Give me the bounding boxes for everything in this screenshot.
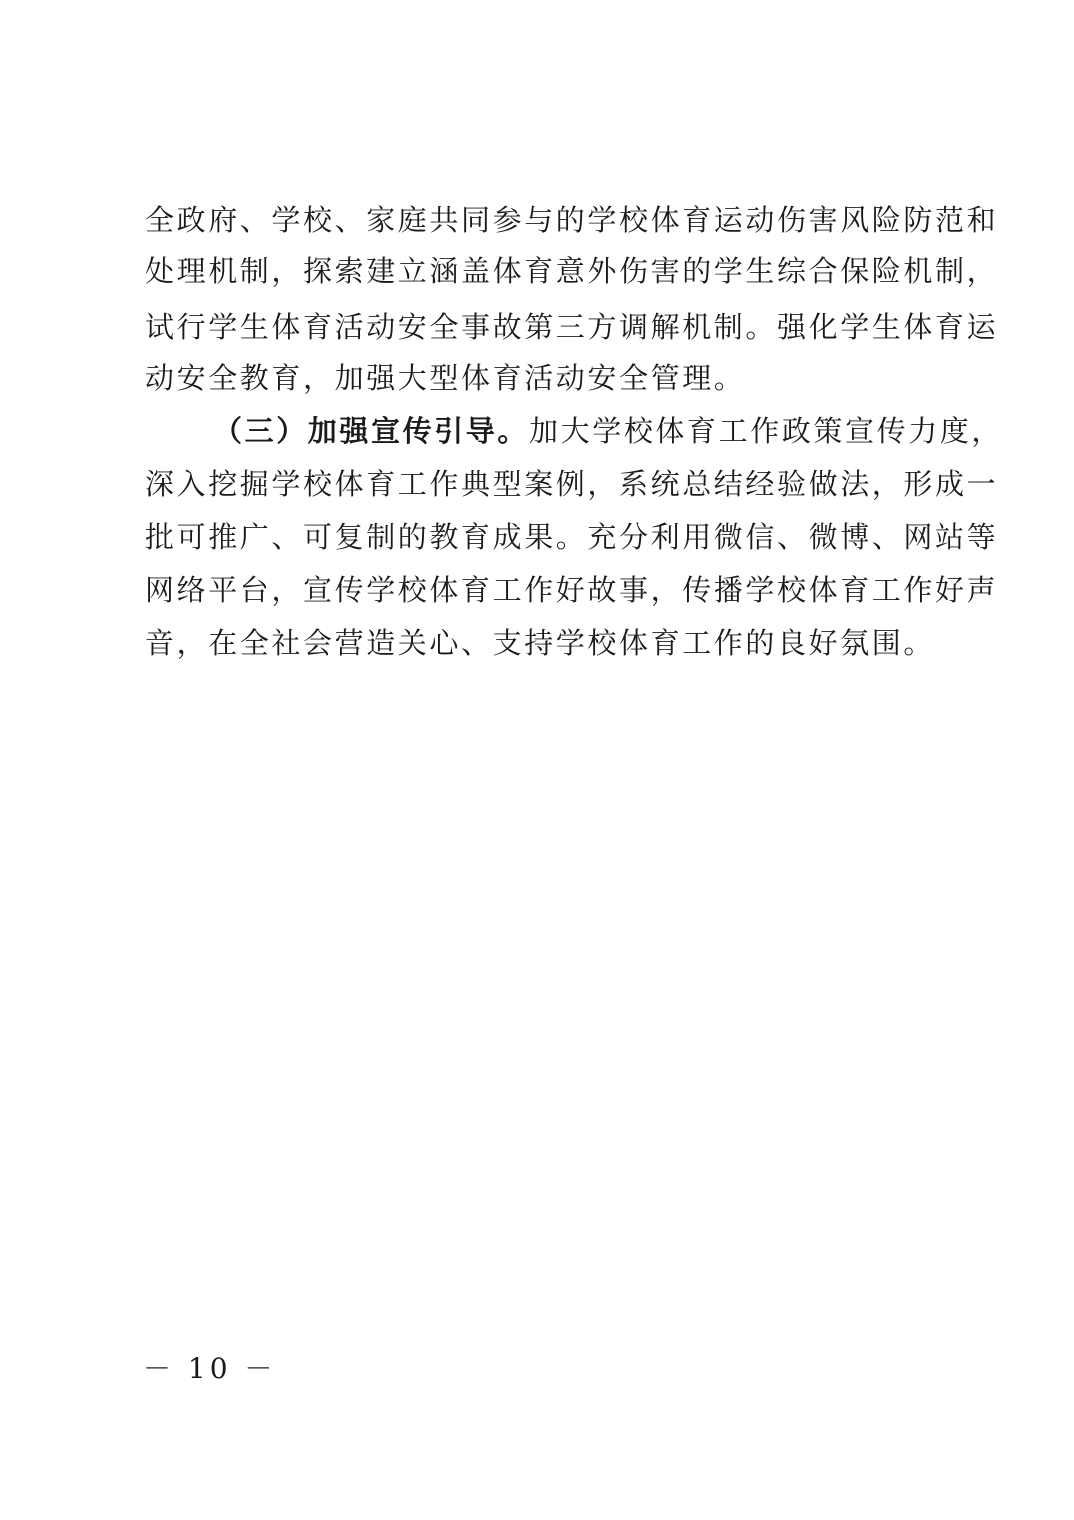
section-three-first-line [213, 411, 1004, 451]
body-text-line: 音，在全社会营造关心、支持学校体育工作的良好氛围。 [145, 626, 936, 660]
body-text-line: 网络平台，宣传学校体育工作好故事，传播学校体育工作好声 [145, 573, 999, 607]
body-text-line: 试行学生体育活动安全事故第三方调解机制。强化学生体育运 [145, 310, 999, 344]
section-heading: （三）加强宣传引导。 [213, 414, 530, 448]
body-text-line: 深入挖掘学校体育工作典型案例，系统总结经验做法，形成一 [145, 467, 999, 501]
body-text-line: 处理机制，探索建立涵盖体育意外伤害的学生综合保险机制， [145, 254, 999, 288]
body-text-line: 动安全教育，加强大型体育活动安全管理。 [145, 361, 746, 395]
page-number: － 10 － [143, 1352, 277, 1385]
body-text-line: 批可推广、可复制的教育成果。充分利用微信、微博、网站等 [145, 520, 999, 554]
body-text-line: 全政府、学校、家庭共同参与的学校体育运动伤害风险防范和 [145, 203, 999, 237]
section-first-line-text: 加大学校体育工作政策宣传力度， [529, 414, 1004, 448]
